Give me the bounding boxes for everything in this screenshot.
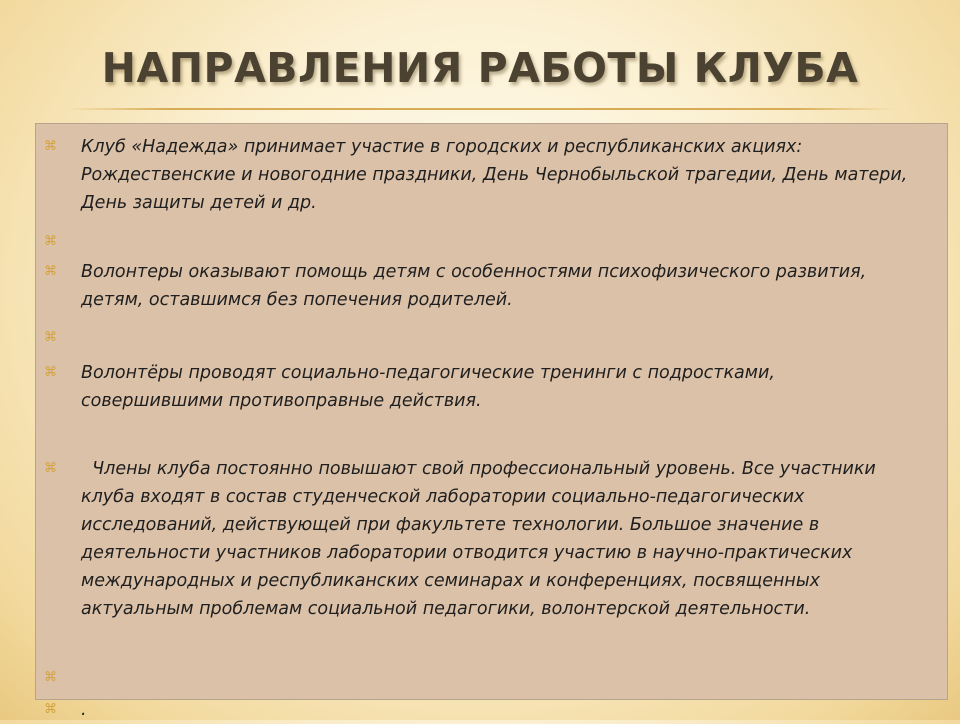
bullet-item	[36, 133, 919, 217]
x-mark-bullet-icon: ⌘	[44, 139, 57, 154]
bullet-text: .	[81, 700, 87, 720]
title-divider	[65, 108, 895, 110]
bullet-item	[36, 359, 916, 415]
bullet-item	[36, 455, 916, 623]
x-mark-bullet-icon: ⌘	[44, 670, 57, 685]
slide-title: НАПРАВЛЕНИЯ РАБОТЫ КЛУБА	[101, 44, 859, 92]
bullet-text: Волонтёры проводят социально-педагогические тренинги с подростками, совершившими противоправные действия.	[81, 363, 781, 411]
content-box	[35, 123, 948, 720]
x-mark-bullet-icon: ⌘	[44, 234, 57, 249]
x-mark-bullet-icon: ⌘	[44, 702, 57, 717]
x-mark-bullet-icon: ⌘	[44, 264, 57, 279]
bullet-text: Волонтеры оказывают помощь детям с особенностями психофизического развития, детям, оставшимся без попечения родителей.	[81, 262, 872, 310]
x-mark-bullet-icon: ⌘	[44, 365, 57, 380]
x-mark-bullet-icon: ⌘	[44, 461, 57, 476]
bullet-text: Клуб «Надежда» принимает участие в городских и республиканских акциях: Рождественские и новогодние праздники, День Чернобыльской трагедии, День матери, День защиты детей и др.	[81, 137, 919, 213]
bullet-text: Члены клуба постоянно повышают свой профессиональный уровень. Все участники клуба входят в состав студенческой лаборатории социально-педагогических исследований, действующей при факультете технологии. Большое значение в деятельности участников лаборатории отводится участию в научно-практических международных и республиканских семинарах и конференциях, посвященных актуальным проблемам социальной педагогики, волонтерской деятельности.	[81, 459, 882, 619]
bullet-item	[36, 258, 916, 314]
x-mark-bullet-icon: ⌘	[44, 330, 57, 345]
